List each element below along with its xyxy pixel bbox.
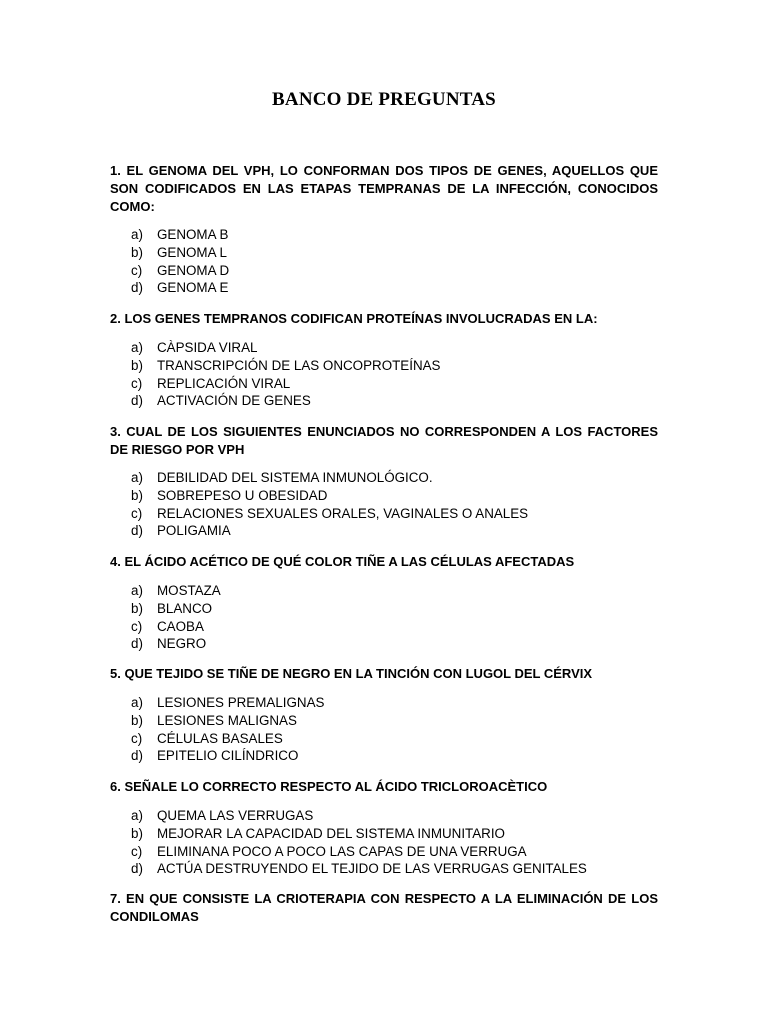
option: a) DEBILIDAD DEL SISTEMA INMUNOLÓGICO. bbox=[131, 470, 433, 485]
option: c) RELACIONES SEXUALES ORALES, VAGINALES O ANALES bbox=[131, 505, 529, 521]
question-4-options bbox=[131, 582, 221, 653]
option: c) CÉLULAS BASALES bbox=[131, 730, 283, 746]
question-1: 1. EL GENOMA DEL VPH, LO CONFORMAN DOS TIPOS DE GENES, AQUELLOS QUE SON CODIFICADOS EN LAS ETAPAS TEMPRANAS DE LA INFECCIÓN, CONOCIDOS COMO: bbox=[110, 163, 658, 214]
page-title: BANCO DE PREGUNTAS bbox=[272, 89, 496, 110]
option: c) GENOMA D bbox=[131, 262, 230, 278]
question-3: 3. CUAL DE LOS SIGUIENTES ENUNCIADOS NO CORRESPONDEN A LOS FACTORES DE RIESGO POR VPH bbox=[110, 424, 658, 457]
option: c) ELIMINANA POCO A POCO LAS CAPAS DE UNA VERRUGA bbox=[131, 843, 527, 859]
option: b) BLANCO bbox=[131, 600, 213, 616]
option: d) ACTÚA DESTRUYENDO EL TEJIDO DE LAS VERRUGAS GENITALES bbox=[131, 861, 587, 877]
option: a) QUEMA LAS VERRUGAS bbox=[131, 808, 314, 823]
option: a) CÀPSIDA VIRAL bbox=[131, 340, 258, 355]
question-6-options bbox=[131, 807, 587, 878]
option: b) MEJORAR LA CAPACIDAD DEL SISTEMA INMUNITARIO bbox=[131, 825, 505, 841]
option: a) LESIONES PREMALIGNAS bbox=[131, 695, 325, 710]
option: c) REPLICACIÓN VIRAL bbox=[131, 375, 291, 391]
question-4: 4. EL ÁCIDO ACÉTICO DE QUÉ COLOR TIÑE A LAS CÉLULAS AFECTADAS bbox=[110, 554, 575, 569]
question-5: 5. QUE TEJIDO SE TIÑE DE NEGRO EN LA TINCIÓN CON LUGOL DEL CÉRVIX bbox=[110, 666, 593, 681]
option: d) ACTIVACIÓN DE GENES bbox=[131, 393, 311, 409]
option: d) GENOMA E bbox=[131, 280, 229, 296]
option: b) TRANSCRIPCIÓN DE LAS ONCOPROTEÍNAS bbox=[131, 357, 441, 373]
option: c) CAOBA bbox=[131, 618, 204, 634]
question-6: 6. SEÑALE LO CORRECTO RESPECTO AL ÁCIDO TRICLOROACÈTICO bbox=[110, 779, 548, 794]
option: a) GENOMA B bbox=[131, 227, 229, 242]
option: b) GENOMA L bbox=[131, 244, 227, 260]
question-2: 2. LOS GENES TEMPRANOS CODIFICAN PROTEÍNAS INVOLUCRADAS EN LA: bbox=[110, 311, 598, 326]
question-3-options bbox=[131, 469, 528, 540]
question-7: 7. EN QUE CONSISTE LA CRIOTERAPIA CON RESPECTO A LA ELIMINACIÓN DE LOS CONDILOMAS bbox=[110, 891, 658, 924]
option: d) NEGRO bbox=[131, 636, 207, 652]
question-5-options bbox=[131, 694, 324, 765]
question-1-options bbox=[131, 226, 229, 297]
question-2-options bbox=[131, 339, 440, 410]
option: b) LESIONES MALIGNAS bbox=[131, 712, 297, 728]
option: d) POLIGAMIA bbox=[131, 523, 231, 539]
option: d) EPITELIO CILÍNDRICO bbox=[131, 748, 299, 764]
option: b) SOBREPESO U OBESIDAD bbox=[131, 487, 328, 503]
option: a) MOSTAZA bbox=[131, 583, 221, 598]
